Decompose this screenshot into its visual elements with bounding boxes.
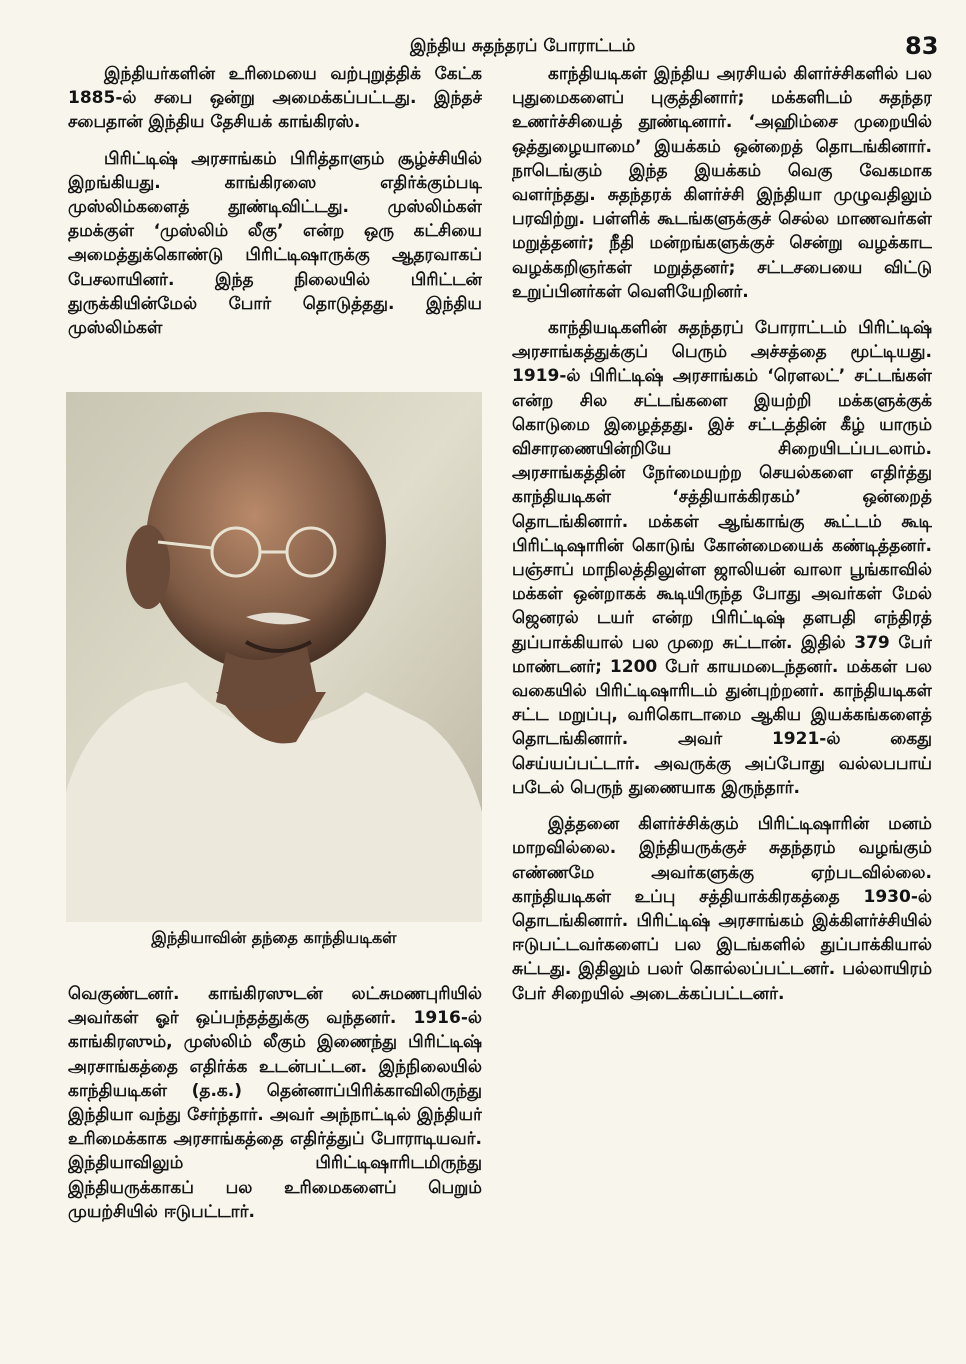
right-column <box>512 62 932 1312</box>
paragraph: இந்தியர்களின் உரிமையை வற்புறுத்திக் கேட்க 1885-ல் சபை ஒன்று அமைக்கப்பட்டது. இந்தச் சபைதான் இந்திய தேசியக் காங்கிரஸ். <box>68 64 482 133</box>
portrait-illustration <box>66 392 482 922</box>
photo-caption: இந்தியாவின் தந்தை காந்தியடிகள் <box>151 928 397 947</box>
left-column-top <box>68 62 482 394</box>
gandhi-portrait-photo <box>66 392 482 922</box>
paragraph: காந்தியடிகள் இந்திய அரசியல் கிளர்ச்சிகளில் பல புதுமைகளைப் புகுத்தினார்; மக்களிடம் சுதந்தர உணர்ச்சியைத் தூண்டினார். ‘அஹிம்சை முறையில் ஒத்துழையாமை’ இயக்கம் ஒன்றைத் தொடங்கினார். நாடெங்கும் இந்த இயக்கம் வெகு வேகமாக வளர்ந்தது. சுதந்தரக் கிளர்ச்சி இந்தியா முழுவதிலும் பரவிற்று. பள்ளிக் கூடங்களுக்குச் செல்ல மாணவர்கள் மறுத்தனர்; நீதி மன்றங்களுக்குச் சென்று வழக்காட வழக்கறிஞர்கள் மறுத்தனர்; சட்டசபையை விட்டு உறுப்பினர்கள் வெளியேறினர். <box>512 64 932 302</box>
page-header <box>0 34 966 64</box>
paragraph: காந்தியடிகளின் சுதந்தரப் போராட்டம் பிரிட்டிஷ் அரசாங்கத்துக்குப் பெரும் அச்சத்தை மூட்டியது. 1919-ல் பிரிட்டிஷ் அரசாங்கம் ‘ரௌலட்’ சட்டங்கள் என்ற சில சட்டங்களை இயற்றி மக்களுக்குக் கொடுமை இழைத்தது. இச் சட்டத்தின் கீழ் யாரும் விசாரணையின்றியே சிறையிடப்படலாம். அரசாங்கத்தின் நேர்மையற்ற செயல்களை எதிர்த்து காந்தியடிகள் ‘சத்தியாக்கிரகம்’ ஒன்றைத் தொடங்கினார். மக்கள் ஆங்காங்கு கூட்டம் கூடி பிரிட்டிஷாரின் கொடுங் கோன்மையைக் கண்டித்தனர். பஞ்சாப் மாநிலத்திலுள்ள ஜாலியன் வாலா பூங்காவில் மக்கள் ஒன்றாகக் கூடியிருந்த போது அவர்கள் மேல் ஜெனரல் டயர் என்ற பிரிட்டிஷ் தளபதி எந்திரத் துப்பாக்கியால் பல முறை சுட்டான். இதில் 379 பேர் மாண்டனர்; 1200 பேர் காயமடைந்தனர். மக்கள் பல வகையில் பிரிட்டிஷாரிடம் துன்புற்றனர். காந்தியடிகள் சட்ட மறுப்பு, வரிகொடாமை ஆகிய இயக்கங்களைத் தொடங்கினார். அவர் 1921-ல் கைது செய்யப்பட்டார். அவருக்கு அப்போது வல்லபபாய் படேல் பெருந் துணையாக இருந்தார். <box>512 318 932 798</box>
left-column-bottom <box>68 982 482 1317</box>
paragraph: வெகுண்டனர். காங்கிரஸுடன் லட்சுமணபுரியில் அவர்கள் ஓர் ஒப்பந்தத்துக்கு வந்தனர். 1916-ல் காங்கிரஸும், முஸ்லிம் லீகும் இணைந்து பிரிட்டிஷ் அரசாங்கத்தை எதிர்க்க உடன்பட்டன. இந்நிலையில் காந்தியடிகள் (த.க.) தென்னாப்பிரிக்காவிலிருந்து இந்தியா வந்து சேர்ந்தார். அவர் அந்நாட்டில் இந்தியர் உரிமைக்காக அரசாங்கத்தை எதிர்த்துப் போராடியவர். இந்தியாவிலும் பிரிட்டிஷாரிடமிருந்து இந்தியருக்காகப் பல உரிமைகளைப் பெறும் முயற்சியில் ஈடுபட்டார். <box>68 984 482 1222</box>
paragraph: பிரிட்டிஷ் அரசாங்கம் பிரித்தாளும் சூழ்ச்சியில் இறங்கியது. காங்கிரஸை எதிர்க்கும்படி முஸ்லிம்களைத் தூண்டிவிட்டது. முஸ்லிம்கள் தமக்குள் ‘முஸ்லிம் லீகு’ என்ற ஒரு கட்சியை அமைத்துக்கொண்டு பிரிட்டிஷாருக்கு ஆதரவாகப் பேசலாயினர். இந்த நிலையில் பிரிட்டன் துருக்கியின்மேல் போர் தொடுத்தது. இந்திய முஸ்லிம்கள் <box>68 148 482 339</box>
paragraph: இத்தனை கிளர்ச்சிக்கும் பிரிட்டிஷாரின் மனம் மாறவில்லை. இந்தியருக்குச் சுதந்தரம் வழங்கும் எண்ணமே அவர்களுக்கு ஏற்படவில்லை. காந்தியடிகள் உப்பு சத்தியாக்கிரகத்தை 1930-ல் தொடங்கினார். பிரிட்டிஷ் அரசாங்கம் இக்கிளர்ச்சியில் ஈடுபட்டவர்களைப் பல இடங்களில் துப்பாக்கியால் சுட்டது. இதிலும் பலர் கொல்லப்பட்டனர். பல்லாயிரம் பேர் சிறையில் அடைக்கப்பட்டனர். <box>512 814 932 1004</box>
running-title: இந்திய சுதந்தரப் போராட்டம் <box>410 36 636 56</box>
page-number: 83 <box>905 32 939 60</box>
